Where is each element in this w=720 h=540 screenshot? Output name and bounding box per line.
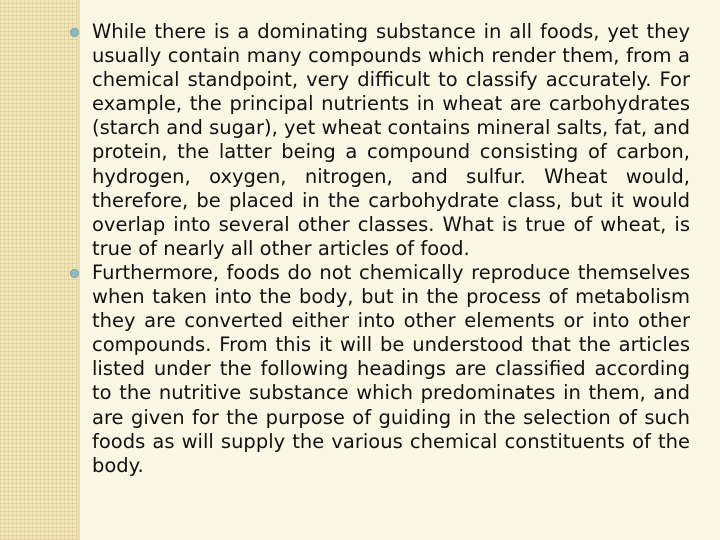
bullet-text-2: Furthermore, foods do not chemically reproduce themselves when taken into the body, but in the process of metabolism they are converted either into other elements or into other compounds. From this it will be understood that the articles listed under the following headings are classified according to the nutritive substance which predominates in them, and are given for the purpose of guiding in the selection of such foods as will supply the various chemical constituents of the body. (92, 260, 690, 477)
bullet-item-2 (70, 261, 690, 478)
slide-content (70, 20, 690, 478)
bullet-dot-icon (70, 269, 79, 278)
bullet-item-1 (70, 20, 690, 261)
decorative-side-strip (0, 0, 78, 540)
bullet-dot-icon (70, 28, 79, 37)
bullet-text-1: While there is a dominating substance in all foods, yet they usually contain many compounds which render them, from a chemical standpoint, very difficult to classify accurately. For example, the principal nutrients in wheat are carbohydrates (starch and sugar), yet wheat contains mineral salts, fat, and protein, the latter being a compound consisting of carbon, hydrogen, oxygen, nitrogen, and sulfur. Wheat would, therefore, be placed in the carbohydrate class, but it would overlap into several other classes. What is true of wheat, is true of nearly all other articles of food. (92, 20, 690, 260)
